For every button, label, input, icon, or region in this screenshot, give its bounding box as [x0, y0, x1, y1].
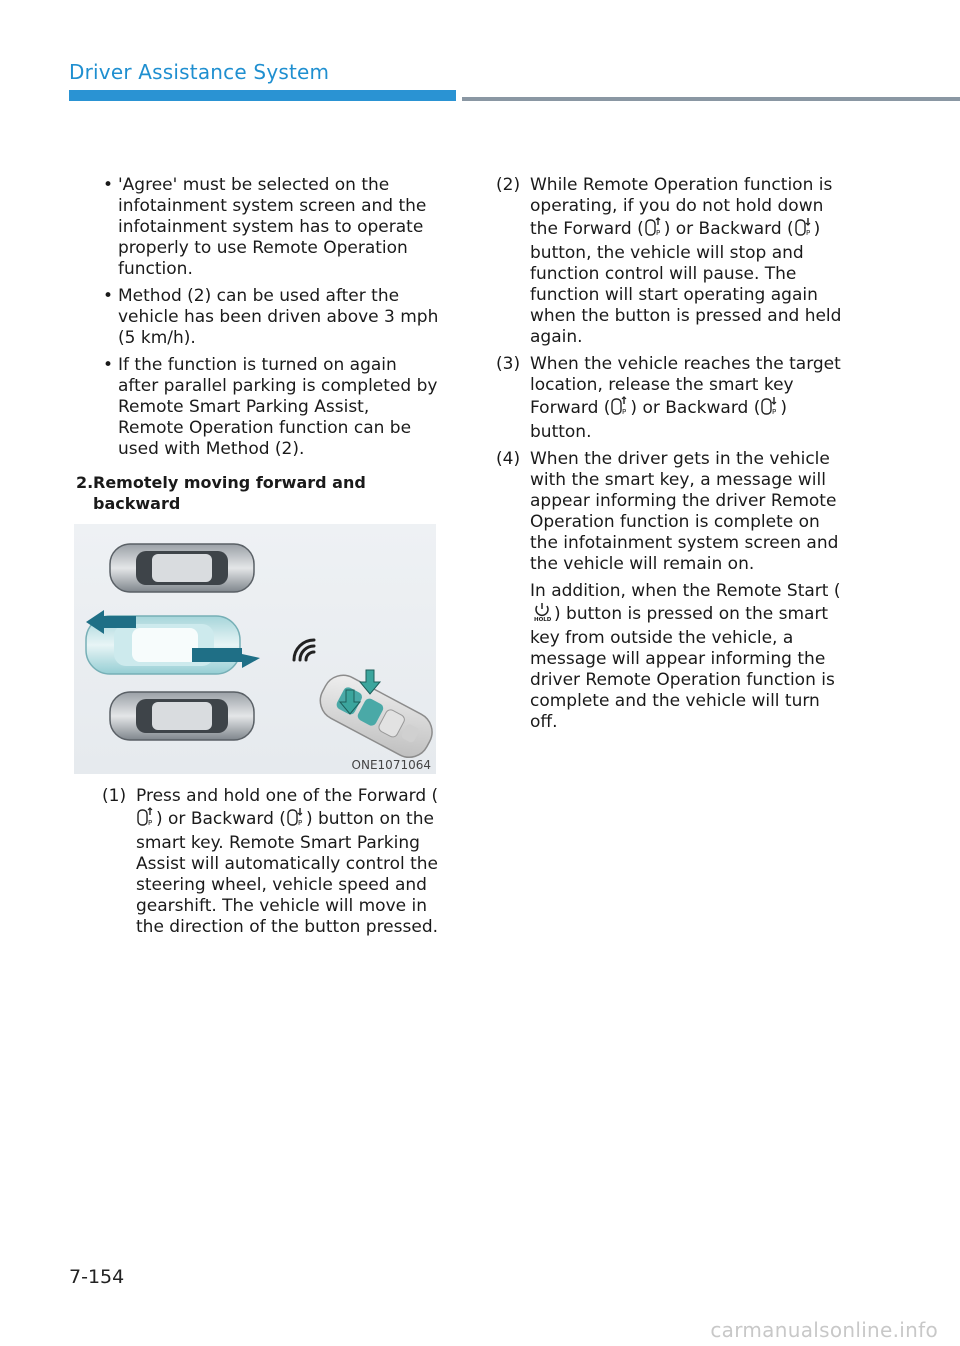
svg-text:P: P	[297, 819, 303, 827]
remote-parking-illustration	[74, 524, 436, 774]
bullet-glyph: •	[103, 286, 114, 306]
bullet-text: Method (2) can be used after the vehicle has been driven above 3 mph (5 km/h).	[118, 286, 439, 348]
step-item	[496, 175, 846, 348]
step-text: In addition, when the Remote Start (	[530, 581, 841, 601]
bullet-glyph: •	[103, 355, 114, 375]
section-heading	[76, 472, 440, 514]
step-number: (4)	[496, 449, 521, 469]
car-arrow-p-icon	[761, 396, 779, 422]
bullet-glyph: •	[103, 175, 114, 195]
remote-start-hold-icon	[531, 602, 553, 628]
car-arrow-p-icon	[287, 807, 305, 833]
step-text: ) or Backward (	[156, 809, 286, 829]
car-arrow-p-icon	[795, 217, 813, 243]
svg-text:P: P	[148, 819, 153, 827]
svg-text:HOLD: HOLD	[534, 617, 552, 622]
signal-waves-icon	[294, 640, 314, 660]
step-text: ) or Backward (	[630, 398, 761, 418]
left-column	[76, 175, 440, 944]
step-number: (3)	[496, 354, 521, 374]
bullet-item	[76, 286, 440, 349]
step-text: ) button, the vehicle will stop and function control will pause. The function will start operating again when the button is pressed and held again.	[530, 219, 842, 347]
bullet-item	[76, 355, 440, 460]
step-text: When the vehicle reaches the target location, release the smart key Forward (	[530, 354, 841, 418]
svg-text:P: P	[805, 229, 810, 237]
step-text: When the driver gets in the vehicle with the smart key, a message will appear informing the driver Remote Operation function is complete on the infotainment system screen and the vehicle will remain on.	[530, 449, 839, 574]
step-item	[496, 354, 846, 443]
step-text: ) button on the smart key. Remote Smart Parking Assist will automatically control the steering wheel, vehicle speed and gearshift. The vehicle will move in the direction of the button pressed.	[136, 809, 439, 937]
step-item	[496, 449, 846, 575]
bullet-text: If the function is turned on again after parallel parking is completed by Remote Smart Parking Assist, Remote Operation function can be used with Method (2).	[118, 355, 438, 459]
parked-car-bottom	[110, 692, 254, 740]
watermark[interactable]: carmanualsonline.info	[710, 1318, 938, 1342]
parked-car-top	[110, 544, 254, 592]
section-title: Remotely moving forward and backward	[93, 473, 366, 513]
car-arrow-p-icon	[611, 396, 629, 422]
car-arrow-p-icon	[137, 807, 155, 833]
step-number: (1)	[102, 786, 127, 806]
step-text: ) button is pressed on the smart key from outside the vehicle, a message will appear informing the driver Remote Operation function is complete and the vehicle will turn off.	[530, 604, 835, 732]
right-column	[496, 175, 846, 739]
bullet-text: 'Agree' must be selected on the infotainment system screen and the infotainment system has to operate properly to use Remote Operation function.	[118, 175, 427, 279]
svg-text:P: P	[622, 408, 627, 416]
header-title: Driver Assistance System	[69, 60, 330, 84]
step-text: Press and hold one of the Forward (	[136, 786, 439, 806]
step-note	[496, 581, 846, 733]
remote-parking-figure	[74, 524, 436, 774]
step-text: ) button.	[530, 398, 787, 442]
step-text: ) or Backward (	[663, 219, 794, 239]
bullet-item	[76, 175, 440, 280]
step-text: While Remote Operation function is operating, if you do not hold down the Forward (	[530, 175, 833, 239]
car-arrow-p-icon	[645, 217, 663, 243]
figure-code: ONE1071064	[351, 758, 431, 772]
page-number: 7-154	[69, 1266, 125, 1288]
step-number: (2)	[496, 175, 521, 195]
section-number: 2.	[76, 473, 94, 492]
svg-text:P: P	[655, 229, 660, 237]
svg-text:P: P	[772, 408, 777, 416]
step-item	[102, 786, 440, 938]
header-rule-accent	[69, 90, 456, 101]
header-rule-gray	[462, 97, 960, 101]
